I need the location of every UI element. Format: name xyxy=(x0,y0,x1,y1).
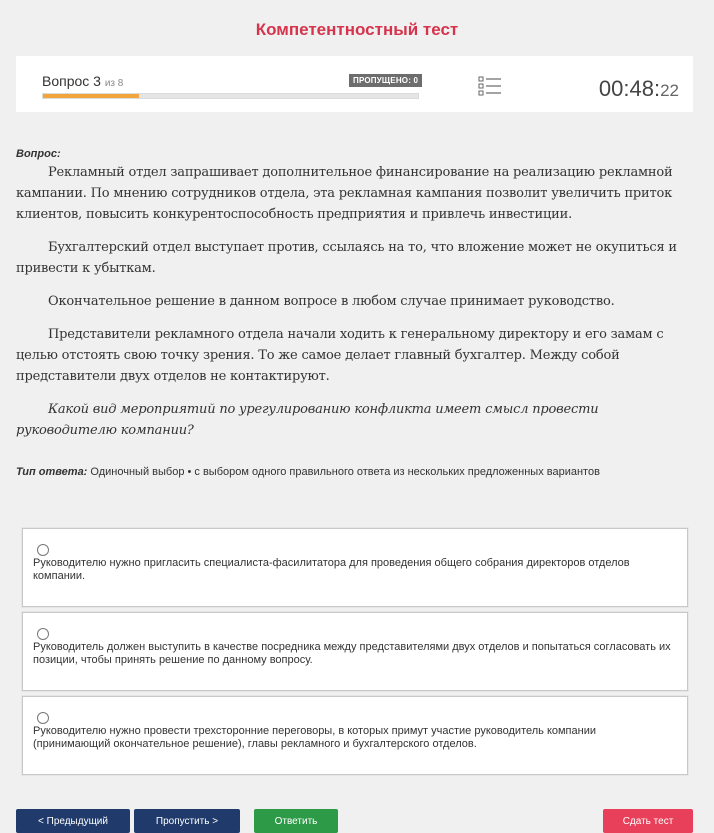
question-paragraph: Рекламный отдел запрашивает дополнительное финансирование на реализацию рекламной кампании. По мнению сотрудников отдела, эта рекламная кампания позволит увеличить приток клиентов, повысить конкурентоспособность предприятия и привлечь инвестиции. xyxy=(16,165,673,222)
question-block xyxy=(16,148,696,453)
question-number: Вопрос 3 xyxy=(42,73,101,89)
progress-fill xyxy=(43,94,139,98)
question-total: из 8 xyxy=(104,78,124,89)
radio-button[interactable] xyxy=(37,628,49,640)
timer-main: 00:48: xyxy=(598,76,661,101)
answer-option-text: Руководителю нужно пригласить специалиста-фасилитатора для проведения общего собрания директоров отделов компании. xyxy=(33,557,630,582)
radio-button[interactable] xyxy=(37,544,49,556)
question-heading: Вопрос: xyxy=(16,148,61,160)
timer xyxy=(599,76,679,102)
question-paragraph: Окончательное решение в данном вопросе в любом случае принимает руководство. xyxy=(48,294,615,309)
submit-test-button[interactable]: Сдать тест xyxy=(603,809,693,833)
question-paragraph: Представители рекламного отдела начали ходить к генеральному директору и его замам с целью отстоять свою точку зрения. То же самое делает главный бухгалтер. Между собой представители двух отделов не контактируют. xyxy=(16,327,664,384)
answer-option-text: Руководителю нужно провести трехсторонние переговоры, в которых примут участие руководитель компании (принимающий окончательное решение), главы рекламного и бухгалтерского отделов. xyxy=(33,725,596,750)
answer-type-value: Одиночный выбор • с выбором одного правильного ответа из нескольких предложенных вариантов xyxy=(90,466,600,478)
question-counter xyxy=(42,73,123,89)
timer-seconds: 22 xyxy=(660,81,679,100)
answer-option-1[interactable] xyxy=(22,528,688,607)
question-prompt: Какой вид мероприятий по урегулированию конфликта имеет смысл провести руководителю компании? xyxy=(16,402,599,438)
question-header xyxy=(16,56,693,112)
answer-button[interactable]: Ответить xyxy=(254,809,338,833)
page-title: Компетентностный тест xyxy=(255,20,459,39)
radio-button[interactable] xyxy=(37,712,49,724)
answer-type xyxy=(16,466,600,478)
answer-option-2[interactable] xyxy=(22,612,688,691)
skipped-badge: ПРОПУЩЕНО: 0 xyxy=(349,74,422,87)
question-list-icon[interactable] xyxy=(478,76,502,96)
question-paragraph: Бухгалтерский отдел выступает против, ссылаясь на то, что вложение может не окупиться и привести к убыткам. xyxy=(16,240,677,276)
previous-button[interactable]: < Предыдущий xyxy=(16,809,130,833)
progress-bar xyxy=(42,93,419,99)
answer-type-label: Тип ответа: xyxy=(16,466,88,478)
answer-option-3[interactable] xyxy=(22,696,688,775)
answer-option-text: Руководитель должен выступить в качестве посредника между представителями двух отделов и попытаться согласовать их позиции, чтобы принять решение по данному вопросу. xyxy=(33,641,671,666)
skip-button[interactable]: Пропустить > xyxy=(134,809,240,833)
